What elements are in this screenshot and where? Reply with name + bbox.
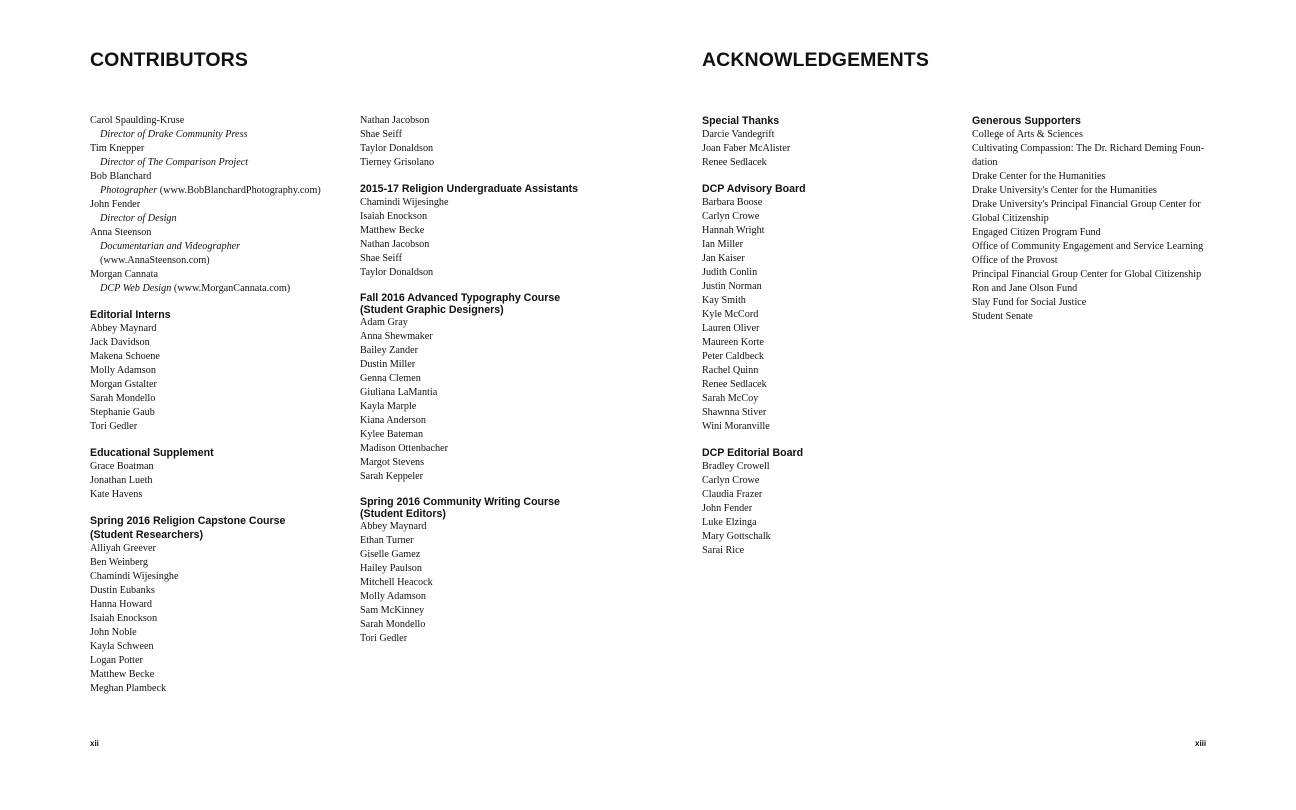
list-item: Ben Weinberg (90, 557, 148, 568)
list-item: College of Arts & Sciences (972, 129, 1083, 140)
section-heading: 2015-17 Religion Undergraduate Assistants (360, 183, 579, 195)
section-heading: Spring 2016 Religion Capstone Course (90, 515, 286, 527)
list-item: Carlyn Crowe (702, 211, 760, 222)
list-item: Jonathan Lueth (90, 475, 153, 486)
contributors-list (90, 114, 340, 296)
list-item: Peter Caldbeck (702, 351, 764, 362)
section-educational-supplement (90, 446, 340, 502)
name-list (90, 460, 340, 502)
list-item: Sarah Mondello (360, 619, 426, 630)
list-item: Abbey Maynard (360, 521, 427, 532)
name-list (360, 196, 610, 280)
list-item: Logan Potter (90, 655, 143, 666)
section-typography-course (360, 292, 610, 484)
section-advisory-board (702, 182, 952, 434)
contributor-name: Bob Blanchard (90, 171, 152, 182)
list-item: Adam Gray (360, 317, 408, 328)
list-item: John Fender (702, 503, 753, 514)
acknowledgements-column-2 (972, 114, 1212, 336)
list-item: Renee Sedlacek (702, 379, 767, 390)
list-item: Mary Gottschalk (702, 531, 771, 542)
list-item: Dustin Miller (360, 359, 416, 370)
list-item: Engaged Citizen Program Fund (972, 227, 1101, 238)
list-item: Carlyn Crowe (702, 475, 760, 486)
list-item: Nathan Jacobson (360, 239, 430, 250)
contributor-role (90, 282, 340, 296)
list-item: Hannah Wright (702, 225, 765, 236)
contributor-role (90, 184, 340, 198)
section-generous-supporters (972, 114, 1212, 324)
section-editorial-board (702, 446, 952, 558)
list-item: Genna Clemen (360, 373, 421, 384)
list-item: Wini Moranville (702, 421, 770, 432)
list-item: Sarai Rice (702, 545, 745, 556)
list-item: Shawnna Stiver (702, 407, 767, 418)
list-item: Joan Faber McAlister (702, 143, 791, 154)
list-item: Drake Center for the Humanities (972, 171, 1106, 182)
section-capstone-continued (360, 114, 610, 170)
name-list (90, 322, 340, 434)
list-item: Student Senate (972, 311, 1033, 322)
list-item: Matthew Becke (360, 225, 425, 236)
contributors-column-1 (90, 114, 340, 708)
list-item: Sarah Mondello (90, 393, 156, 404)
list-item: Matthew Becke (90, 669, 155, 680)
list-item: Kiana Anderson (360, 415, 426, 426)
list-item: Giselle Gamez (360, 549, 421, 560)
list-item: Madison Ottenbacher (360, 443, 448, 454)
section-heading: Fall 2016 Advanced Typography Course (360, 292, 561, 304)
list-item: Lauren Oliver (702, 323, 760, 334)
contributor-website: (www.BobBlanchardPhotography.com) (157, 185, 321, 196)
list-item: John Noble (90, 627, 137, 638)
list-item: Claudia Frazer (702, 489, 763, 500)
section-undergrad-assistants (360, 182, 610, 280)
list-item: Principal Financial Group Center for Global Citizenship (972, 269, 1202, 280)
list-item: Shae Seiff (360, 129, 402, 140)
contributor-role (90, 212, 340, 226)
list-item: Hailey Paulson (360, 563, 422, 574)
list-item: Chamindi Wijesinghe (360, 197, 449, 208)
section-special-thanks (702, 114, 952, 170)
list-item: Office of the Provost (972, 255, 1058, 266)
contributor-role-title: Photographer (100, 185, 158, 196)
list-item: Margot Stevens (360, 457, 425, 468)
contributors-column-2 (360, 114, 610, 658)
list-item: Kate Havens (90, 489, 143, 500)
page-title-acknowledgements: ACKNOWLEDGEMENTS (702, 49, 929, 71)
list-item: Maureen Korte (702, 337, 764, 348)
list-item: Tierney Grisolano (360, 157, 435, 168)
name-list (360, 114, 610, 170)
contributor-name: Carol Spaulding-Kruse (90, 115, 185, 126)
contributor-role-title: Director of Design (100, 213, 177, 224)
list-item: Judith Conlin (702, 267, 758, 278)
list-item: Shae Seiff (360, 253, 402, 264)
contributor-website: (www.MorganCannata.com) (171, 283, 291, 294)
section-heading: Editorial Interns (90, 309, 171, 321)
list-item: Kay Smith (702, 295, 746, 306)
list-item: Taylor Donaldson (360, 143, 434, 154)
list-item: Isaiah Enockson (90, 613, 158, 624)
list-item: Ian Miller (702, 239, 744, 250)
list-item: Sarah McCoy (702, 393, 759, 404)
list-item: Jack Davidson (90, 337, 150, 348)
contributor-name: John Fender (90, 199, 141, 210)
section-heading: Special Thanks (702, 115, 780, 127)
list-item: Bradley Crowell (702, 461, 770, 472)
list-item: Darcie Vandegrift (702, 129, 775, 140)
list-item: Ron and Jane Olson Fund (972, 283, 1078, 294)
list-item: Cultivating Compassion: The Dr. Richard Deming Foun-dation (972, 143, 1205, 168)
section-writing-course (360, 496, 610, 646)
list-item: Ethan Turner (360, 535, 414, 546)
list-item: Morgan Gstalter (90, 379, 157, 390)
list-item: Makena Schoene (90, 351, 160, 362)
section-heading: DCP Advisory Board (702, 183, 806, 195)
contributor-role-title: Documentarian and Videographer (100, 241, 241, 252)
list-item: Kayla Marple (360, 401, 417, 412)
section-heading: Educational Supplement (90, 447, 214, 459)
section-heading: Generous Supporters (972, 115, 1081, 127)
list-item: Meghan Plambeck (90, 683, 167, 694)
name-list (972, 128, 1212, 324)
name-list (702, 460, 952, 558)
list-item: Justin Norman (702, 281, 762, 292)
list-item: Sarah Keppeler (360, 471, 424, 482)
list-item: Drake University's Principal Financial Group Center for Global Citizenship (972, 199, 1201, 224)
list-item: Dustin Eubanks (90, 585, 155, 596)
name-list (90, 542, 340, 696)
list-item: Kyle McCord (702, 309, 759, 320)
list-item: Isaiah Enockson (360, 211, 428, 222)
list-item: Renee Sedlacek (702, 157, 767, 168)
list-item: Nathan Jacobson (360, 115, 430, 126)
contributor-name: Morgan Cannata (90, 269, 158, 280)
name-list (360, 316, 610, 484)
list-item: Anna Shewmaker (360, 331, 433, 342)
section-editorial-interns (90, 308, 340, 434)
acknowledgements-column-1 (702, 114, 952, 570)
list-item: Tori Gedler (90, 421, 138, 432)
list-item: Slay Fund for Social Justice (972, 297, 1087, 308)
name-list (360, 520, 610, 646)
page-number-right: xiii (1195, 739, 1207, 748)
section-capstone-course (90, 514, 340, 696)
section-subheading: (Student Graphic Designers) (360, 304, 504, 316)
list-item: Hanna Howard (90, 599, 152, 610)
contributor-role (90, 156, 340, 170)
list-item: Molly Adamson (360, 591, 426, 602)
section-heading: DCP Editorial Board (702, 447, 804, 459)
list-item: Grace Boatman (90, 461, 154, 472)
name-list (702, 196, 952, 434)
list-item: Barbara Boose (702, 197, 763, 208)
list-item: Sam McKinney (360, 605, 425, 616)
contributor-role-title: Director of The Comparison Project (100, 157, 249, 168)
contributor-website: (www.AnnaSteenson.com) (100, 255, 210, 266)
page-title-contributors: CONTRIBUTORS (90, 49, 248, 71)
list-item: Mitchell Heacock (360, 577, 433, 588)
list-item: Kylee Bateman (360, 429, 424, 440)
list-item: Drake University's Center for the Humanities (972, 185, 1157, 196)
list-item: Kayla Schween (90, 641, 154, 652)
list-item: Chamindi Wijesinghe (90, 571, 179, 582)
name-list (702, 128, 952, 170)
list-item: Giuliana LaMantia (360, 387, 438, 398)
list-item: Luke Elzinga (702, 517, 757, 528)
section-heading: Spring 2016 Community Writing Course (360, 496, 560, 508)
list-item: Bailey Zander (360, 345, 418, 356)
contributor-name: Tim Knepper (90, 143, 145, 154)
list-item: Taylor Donaldson (360, 267, 434, 278)
list-item: Rachel Quinn (702, 365, 759, 376)
contributor-role-title: DCP Web Design (100, 283, 172, 294)
list-item: Alliyah Greever (90, 543, 156, 554)
contributor-role (90, 240, 340, 254)
contributor-role-title: Director of Drake Community Press (100, 129, 248, 140)
list-item: Abbey Maynard (90, 323, 157, 334)
contributor-name: Anna Steenson (90, 227, 152, 238)
list-item: Jan Kaiser (702, 253, 745, 264)
list-item: Stephanie Gaub (90, 407, 155, 418)
list-item: Tori Gedler (360, 633, 408, 644)
section-subheading: (Student Editors) (360, 508, 446, 520)
list-item: Molly Adamson (90, 365, 156, 376)
contributor-role (90, 128, 340, 142)
list-item: Office of Community Engagement and Service Learning (972, 241, 1204, 252)
page-number-left: xii (90, 739, 99, 748)
section-subheading: (Student Researchers) (90, 529, 204, 541)
